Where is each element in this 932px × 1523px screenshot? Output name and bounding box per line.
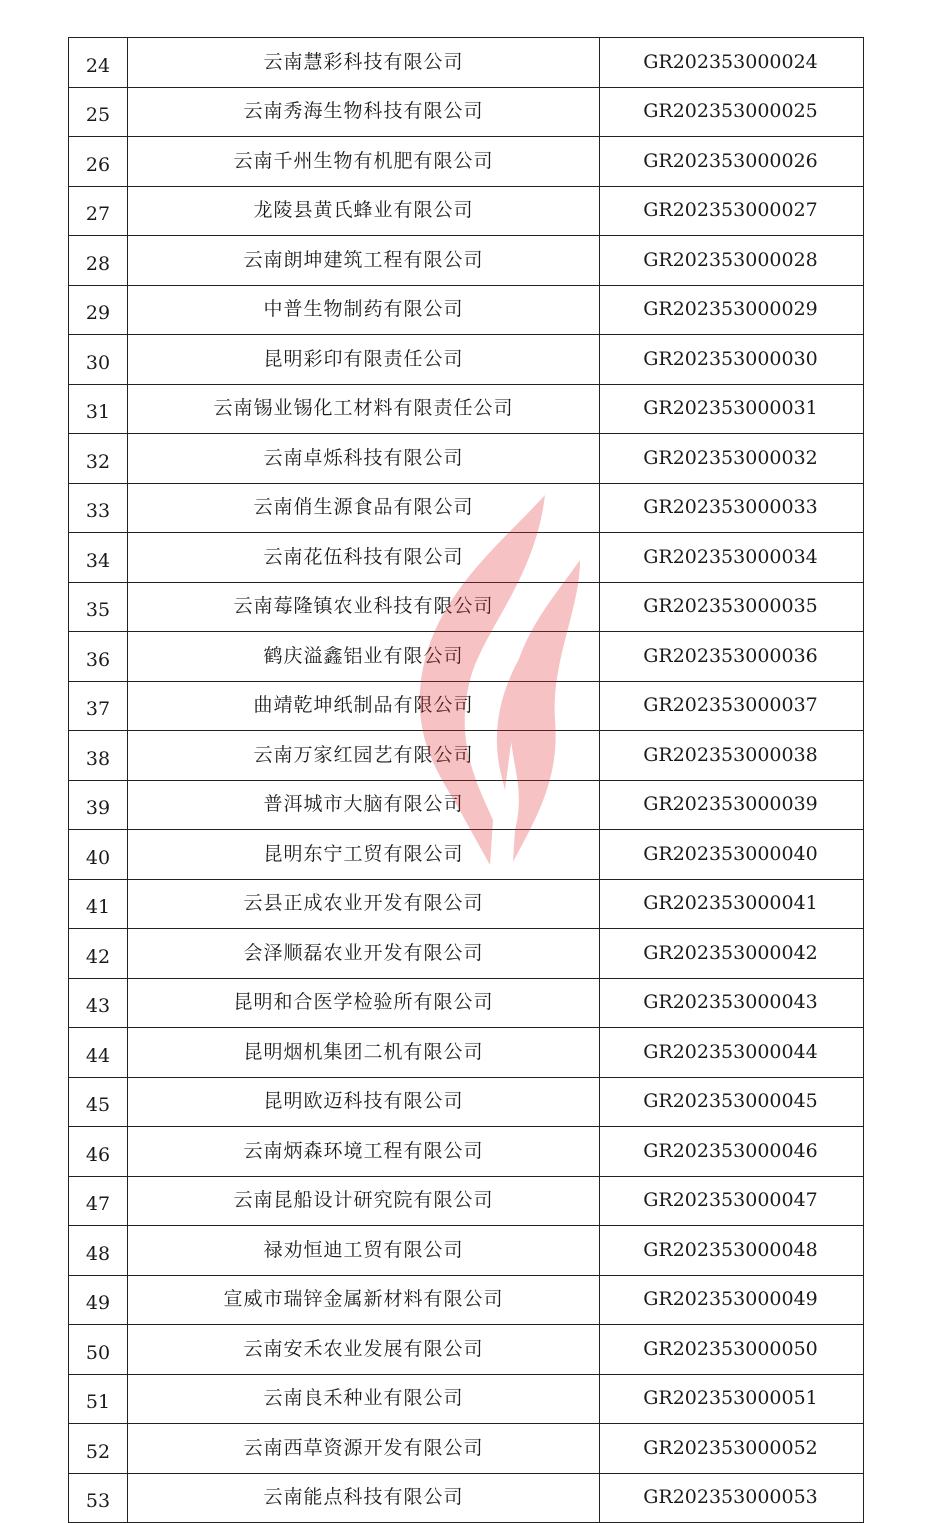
company-name: 中普生物制药有限公司 bbox=[128, 285, 600, 335]
table-row bbox=[69, 434, 864, 484]
company-name: 普洱城市大脑有限公司 bbox=[128, 780, 600, 830]
table-row bbox=[69, 38, 864, 88]
company-name: 禄劝恒迪工贸有限公司 bbox=[128, 1226, 600, 1276]
table-row bbox=[69, 87, 864, 137]
table-row bbox=[69, 186, 864, 236]
registry-table-body bbox=[69, 38, 864, 1523]
certificate-number: GR202353000029 bbox=[600, 285, 864, 335]
certificate-number: GR202353000047 bbox=[600, 1176, 864, 1226]
table-row bbox=[69, 384, 864, 434]
certificate-number: GR202353000040 bbox=[600, 830, 864, 880]
row-number: 44 bbox=[69, 1028, 128, 1078]
company-name: 龙陵县黄氏蜂业有限公司 bbox=[128, 186, 600, 236]
certificate-number: GR202353000046 bbox=[600, 1127, 864, 1177]
row-number: 34 bbox=[69, 533, 128, 583]
row-number: 47 bbox=[69, 1176, 128, 1226]
table-row bbox=[69, 681, 864, 731]
row-number: 41 bbox=[69, 879, 128, 929]
certificate-number: GR202353000051 bbox=[600, 1374, 864, 1424]
row-number: 31 bbox=[69, 384, 128, 434]
certificate-number: GR202353000027 bbox=[600, 186, 864, 236]
row-number: 32 bbox=[69, 434, 128, 484]
row-number: 49 bbox=[69, 1275, 128, 1325]
company-name: 云南万家红园艺有限公司 bbox=[128, 731, 600, 781]
row-number: 42 bbox=[69, 929, 128, 979]
table-row bbox=[69, 879, 864, 929]
row-number: 40 bbox=[69, 830, 128, 880]
table-row bbox=[69, 533, 864, 583]
company-name: 云南炳森环境工程有限公司 bbox=[128, 1127, 600, 1177]
company-name: 云县正成农业开发有限公司 bbox=[128, 879, 600, 929]
company-registry-table bbox=[68, 37, 864, 1523]
row-number: 33 bbox=[69, 483, 128, 533]
company-name: 云南慧彩科技有限公司 bbox=[128, 38, 600, 88]
company-name: 云南莓隆镇农业科技有限公司 bbox=[128, 582, 600, 632]
company-name: 云南秀海生物科技有限公司 bbox=[128, 87, 600, 137]
table-row bbox=[69, 1176, 864, 1226]
certificate-number: GR202353000031 bbox=[600, 384, 864, 434]
company-name: 宣威市瑞锌金属新材料有限公司 bbox=[128, 1275, 600, 1325]
table-row bbox=[69, 632, 864, 682]
table-row bbox=[69, 1028, 864, 1078]
row-number: 50 bbox=[69, 1325, 128, 1375]
certificate-number: GR202353000052 bbox=[600, 1424, 864, 1474]
row-number: 46 bbox=[69, 1127, 128, 1177]
table-row bbox=[69, 731, 864, 781]
table-row bbox=[69, 1077, 864, 1127]
company-name: 云南花伍科技有限公司 bbox=[128, 533, 600, 583]
company-name: 云南安禾农业发展有限公司 bbox=[128, 1325, 600, 1375]
company-name: 昆明彩印有限责任公司 bbox=[128, 335, 600, 385]
certificate-number: GR202353000037 bbox=[600, 681, 864, 731]
row-number: 45 bbox=[69, 1077, 128, 1127]
certificate-number: GR202353000039 bbox=[600, 780, 864, 830]
row-number: 48 bbox=[69, 1226, 128, 1276]
certificate-number: GR202353000042 bbox=[600, 929, 864, 979]
row-number: 28 bbox=[69, 236, 128, 286]
company-name: 昆明东宁工贸有限公司 bbox=[128, 830, 600, 880]
company-name: 会泽顺磊农业开发有限公司 bbox=[128, 929, 600, 979]
row-number: 38 bbox=[69, 731, 128, 781]
company-name: 曲靖乾坤纸制品有限公司 bbox=[128, 681, 600, 731]
certificate-number: GR202353000045 bbox=[600, 1077, 864, 1127]
company-name: 昆明和合医学检验所有限公司 bbox=[128, 978, 600, 1028]
row-number: 36 bbox=[69, 632, 128, 682]
table-row bbox=[69, 1127, 864, 1177]
certificate-number: GR202353000043 bbox=[600, 978, 864, 1028]
table-row bbox=[69, 830, 864, 880]
table-row bbox=[69, 285, 864, 335]
certificate-number: GR202353000024 bbox=[600, 38, 864, 88]
certificate-number: GR202353000041 bbox=[600, 879, 864, 929]
certificate-number: GR202353000026 bbox=[600, 137, 864, 187]
table-row bbox=[69, 929, 864, 979]
row-number: 37 bbox=[69, 681, 128, 731]
table-row bbox=[69, 1226, 864, 1276]
certificate-number: GR202353000028 bbox=[600, 236, 864, 286]
table-row bbox=[69, 236, 864, 286]
row-number: 39 bbox=[69, 780, 128, 830]
certificate-number: GR202353000035 bbox=[600, 582, 864, 632]
certificate-number: GR202353000033 bbox=[600, 483, 864, 533]
table-row bbox=[69, 1424, 864, 1474]
certificate-number: GR202353000038 bbox=[600, 731, 864, 781]
company-name: 云南锡业锡化工材料有限责任公司 bbox=[128, 384, 600, 434]
row-number: 25 bbox=[69, 87, 128, 137]
certificate-number: GR202353000044 bbox=[600, 1028, 864, 1078]
row-number: 30 bbox=[69, 335, 128, 385]
company-name: 云南朗坤建筑工程有限公司 bbox=[128, 236, 600, 286]
certificate-number: GR202353000053 bbox=[600, 1473, 864, 1523]
table-row bbox=[69, 1473, 864, 1523]
company-name: 云南能点科技有限公司 bbox=[128, 1473, 600, 1523]
certificate-number: GR202353000034 bbox=[600, 533, 864, 583]
company-name: 云南西草资源开发有限公司 bbox=[128, 1424, 600, 1474]
table-row bbox=[69, 1275, 864, 1325]
certificate-number: GR202353000030 bbox=[600, 335, 864, 385]
row-number: 26 bbox=[69, 137, 128, 187]
table-row bbox=[69, 483, 864, 533]
company-name: 云南俏生源食品有限公司 bbox=[128, 483, 600, 533]
row-number: 51 bbox=[69, 1374, 128, 1424]
row-number: 35 bbox=[69, 582, 128, 632]
row-number: 24 bbox=[69, 38, 128, 88]
certificate-number: GR202353000049 bbox=[600, 1275, 864, 1325]
company-name: 鹤庆溢鑫铝业有限公司 bbox=[128, 632, 600, 682]
certificate-number: GR202353000036 bbox=[600, 632, 864, 682]
certificate-number: GR202353000032 bbox=[600, 434, 864, 484]
table-row bbox=[69, 335, 864, 385]
company-name: 昆明烟机集团二机有限公司 bbox=[128, 1028, 600, 1078]
certificate-number: GR202353000050 bbox=[600, 1325, 864, 1375]
certificate-number: GR202353000048 bbox=[600, 1226, 864, 1276]
table-row bbox=[69, 1325, 864, 1375]
table-row bbox=[69, 1374, 864, 1424]
row-number: 53 bbox=[69, 1473, 128, 1523]
row-number: 43 bbox=[69, 978, 128, 1028]
company-name: 云南昆船设计研究院有限公司 bbox=[128, 1176, 600, 1226]
table-row bbox=[69, 780, 864, 830]
row-number: 29 bbox=[69, 285, 128, 335]
row-number: 52 bbox=[69, 1424, 128, 1474]
company-name: 云南千州生物有机肥有限公司 bbox=[128, 137, 600, 187]
table-row bbox=[69, 582, 864, 632]
row-number: 27 bbox=[69, 186, 128, 236]
table-row bbox=[69, 978, 864, 1028]
company-name: 云南良禾种业有限公司 bbox=[128, 1374, 600, 1424]
table-row bbox=[69, 137, 864, 187]
company-name: 云南卓烁科技有限公司 bbox=[128, 434, 600, 484]
company-name: 昆明欧迈科技有限公司 bbox=[128, 1077, 600, 1127]
certificate-number: GR202353000025 bbox=[600, 87, 864, 137]
